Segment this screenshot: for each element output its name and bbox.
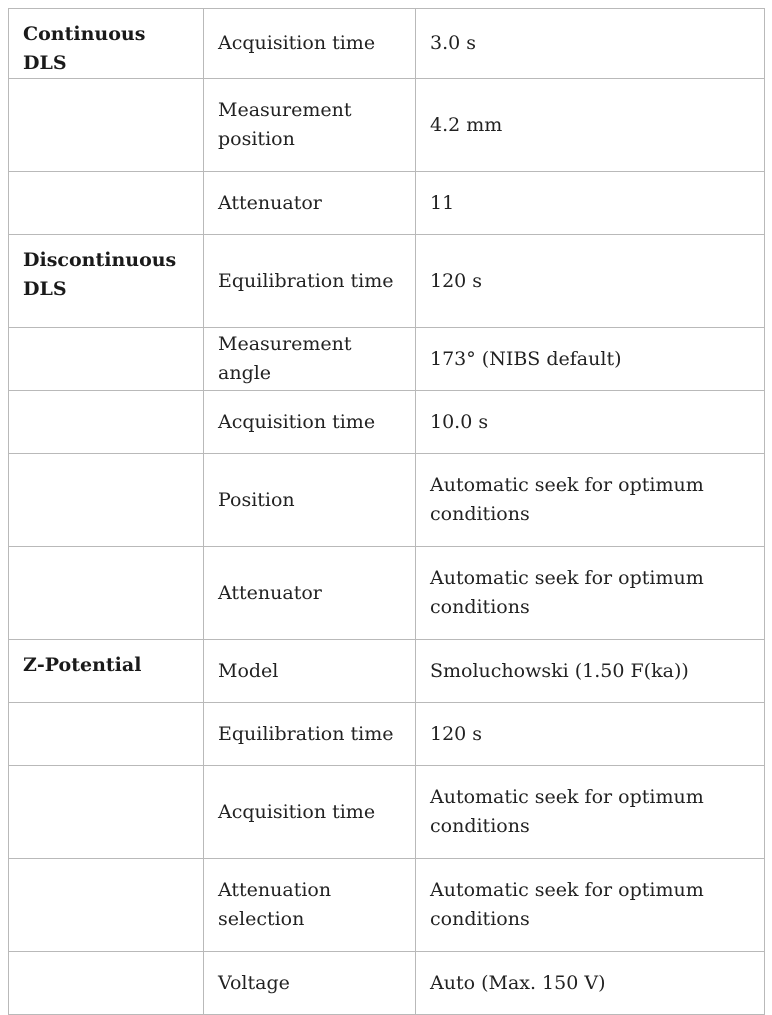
table-container [8, 8, 765, 1015]
parameter-cell: Voltage [204, 952, 416, 1015]
parameter-cell: Acquisition time [204, 391, 416, 454]
value-cell: Automatic seek for optimum conditions [416, 454, 765, 547]
table-row [9, 172, 765, 235]
value-cell: Automatic seek for optimum conditions [416, 547, 765, 640]
table-row [9, 454, 765, 547]
table-row [9, 640, 765, 703]
table-row [9, 703, 765, 766]
parameter-cell: Measurement angle [204, 328, 416, 391]
parameter-cell: Equilibration time [204, 235, 416, 328]
table-row [9, 328, 765, 391]
value-cell: 11 [416, 172, 765, 235]
category-cell: Continuous DLS [9, 9, 204, 79]
value-cell: Smoluchowski (1.50 F(ka)) [416, 640, 765, 703]
category-cell [9, 703, 204, 766]
value-cell: Automatic seek for optimum conditions [416, 766, 765, 859]
value-cell: Auto (Max. 150 V) [416, 952, 765, 1015]
value-cell: 4.2 mm [416, 79, 765, 172]
parameter-cell: Measurement position [204, 79, 416, 172]
value-cell: 120 s [416, 703, 765, 766]
parameter-cell: Model [204, 640, 416, 703]
value-cell: 10.0 s [416, 391, 765, 454]
category-cell: Discontinuous DLS [9, 235, 204, 328]
parameter-cell: Acquisition time [204, 9, 416, 79]
table-row [9, 9, 765, 79]
parameter-cell: Attenuator [204, 547, 416, 640]
value-cell: 173° (NIBS default) [416, 328, 765, 391]
category-cell [9, 547, 204, 640]
category-cell [9, 859, 204, 952]
category-cell [9, 766, 204, 859]
settings-table [8, 8, 765, 1015]
table-row [9, 952, 765, 1015]
parameter-cell: Attenuator [204, 172, 416, 235]
parameter-cell: Acquisition time [204, 766, 416, 859]
table-row [9, 859, 765, 952]
parameter-cell: Equilibration time [204, 703, 416, 766]
value-cell: Automatic seek for optimum conditions [416, 859, 765, 952]
category-cell [9, 328, 204, 391]
table-row [9, 547, 765, 640]
category-cell [9, 172, 204, 235]
category-cell [9, 391, 204, 454]
category-cell [9, 952, 204, 1015]
table-row [9, 766, 765, 859]
table-row [9, 391, 765, 454]
value-cell: 3.0 s [416, 9, 765, 79]
parameter-cell: Position [204, 454, 416, 547]
value-cell: 120 s [416, 235, 765, 328]
category-cell [9, 454, 204, 547]
category-cell: Z-Potential [9, 640, 204, 703]
table-row [9, 235, 765, 328]
parameter-cell: Attenuation selection [204, 859, 416, 952]
table-row [9, 79, 765, 172]
category-cell [9, 79, 204, 172]
